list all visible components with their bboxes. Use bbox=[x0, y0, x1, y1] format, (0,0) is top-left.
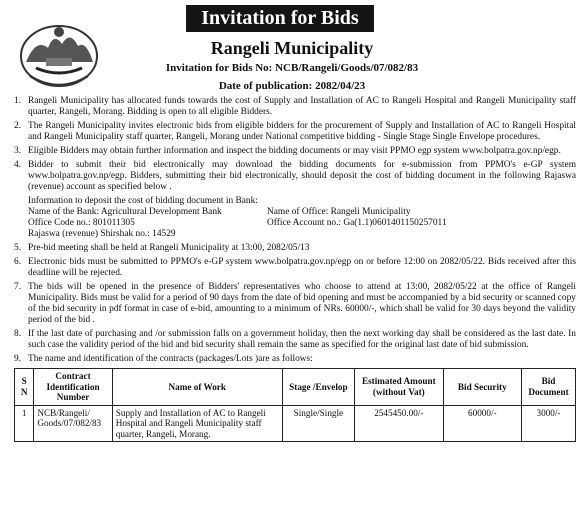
list-item: 1. Rangeli Municipality has allocated funds towards the cost of Supply and Installation of AC to Rangeli Hospital and Rangeli Municipality staff quarter, Rangeli, Morang. Bidding is open to all eligible Bidders. bbox=[14, 96, 576, 117]
list-item: 5. Pre-bid meeting shall be held at Rangeli Municipality at 13:00, 2082/05/13 bbox=[14, 243, 310, 253]
list-item: 4. Bidder to submit their bid electronically may download the bidding documents for e-submission from PPMO's e-GP system www.bolpatra.gov.np/egp. Bidders, submitting their bid electronically, should deposit the cost of bidding document in the following Rajaswa (revenue) account as specified below . bbox=[14, 160, 576, 192]
table-cell: Supply and Installation of AC to Rangeli Hospital and Rangeli Municipality staff quarter, Rangeli, Morang. bbox=[112, 405, 282, 442]
table-cell: 60000/- bbox=[443, 405, 521, 442]
bank-name: Name of the Bank: Agricultural Development Bank bbox=[28, 207, 222, 217]
contracts-table bbox=[14, 368, 576, 442]
list-item: 9. The name and identification of the contracts (packages/Lots )are as follows: bbox=[14, 354, 313, 364]
notice-body bbox=[14, 96, 576, 442]
bank-info bbox=[28, 196, 576, 240]
column-header: Bid Document bbox=[522, 369, 576, 406]
column-header: Bid Security bbox=[443, 369, 521, 406]
list-item: 3. Eligible Bidders may obtain further information and inspect the bidding documents or may visit PPMO egp system www.bolpatra.gov.np/egp. bbox=[14, 146, 561, 156]
list-item: 2. The Rangeli Municipality invites electronic bids from eligible bidders for the procurement of Supply and Installation of AC to Rangeli Hospital and Rangeli Municipality staff quarter, Rangeli, Morang under National competitive bidding - Single Stage Single Envelope procedures. bbox=[14, 121, 576, 142]
table-row bbox=[15, 405, 576, 442]
office-name: Name of Office: Rangeli Municipality bbox=[267, 207, 411, 217]
notice-banner: Invitation for Bids bbox=[186, 5, 374, 32]
table-cell: 2545450.00/- bbox=[355, 405, 444, 442]
list-item: 7. The bids will be opened in the presence of Bidders' representatives who choose to attend at 13:00, 2082/05/22 at the office of Rangeli Municipality. Bids must be valid for a period of 90 days from the date of bid opening and must be accompanied by a bid security or scanned copy of the bid security in pdf format in case of e-bid, amounting to a minimum of NRs. 60000/-, which shall be valid for 30 days beyond the validity period of the bid . bbox=[14, 282, 576, 325]
organization-name: Rangeli Municipality bbox=[210, 38, 374, 58]
rajaswa-number: Rajaswa (revenue) Shirshak no.: 14529 bbox=[28, 229, 176, 239]
column-header: Estimated Amount (without Vat) bbox=[355, 369, 444, 406]
table-cell: NCB/Rangeli/ Goods/07/082/83 bbox=[34, 405, 112, 442]
office-code: Office Code no.: 801011305 bbox=[28, 218, 135, 228]
bid-reference: Invitation for Bids No: NCB/Rangeli/Goods/07/082/83 bbox=[165, 62, 419, 74]
column-header: Contract Identification Number bbox=[34, 369, 112, 406]
table-cell: 1 bbox=[15, 405, 34, 442]
bank-info-heading: Information to deposit the cost of bidding document in Bank: bbox=[28, 196, 258, 206]
table-cell: Single/Single bbox=[282, 405, 354, 442]
publication-date: Date of publication: 2082/04/23 bbox=[218, 80, 366, 92]
account-number: Office Account no.: Ga(1.1)0601401150257011 bbox=[267, 218, 447, 228]
column-header: Stage /Envelop bbox=[282, 369, 354, 406]
list-item: 6. Electronic bids must be submitted to PPMO's e-GP system www.bolpatra.gov.np/egp on or before 12:00 on 2082/05/22. Bids received after this deadline will be rejected. bbox=[14, 257, 576, 278]
column-header: S N bbox=[15, 369, 34, 406]
column-header: Name of Work bbox=[112, 369, 282, 406]
table-cell: 3000/- bbox=[522, 405, 576, 442]
list-item: 8. If the last date of purchasing and /or submission falls on a government holiday, then the next working day shall be considered as the last date. In such case the validity period of the bid and bid security shall remain the same as specified for the original last date of bid submission. bbox=[14, 329, 576, 350]
table-header-row bbox=[15, 369, 576, 406]
